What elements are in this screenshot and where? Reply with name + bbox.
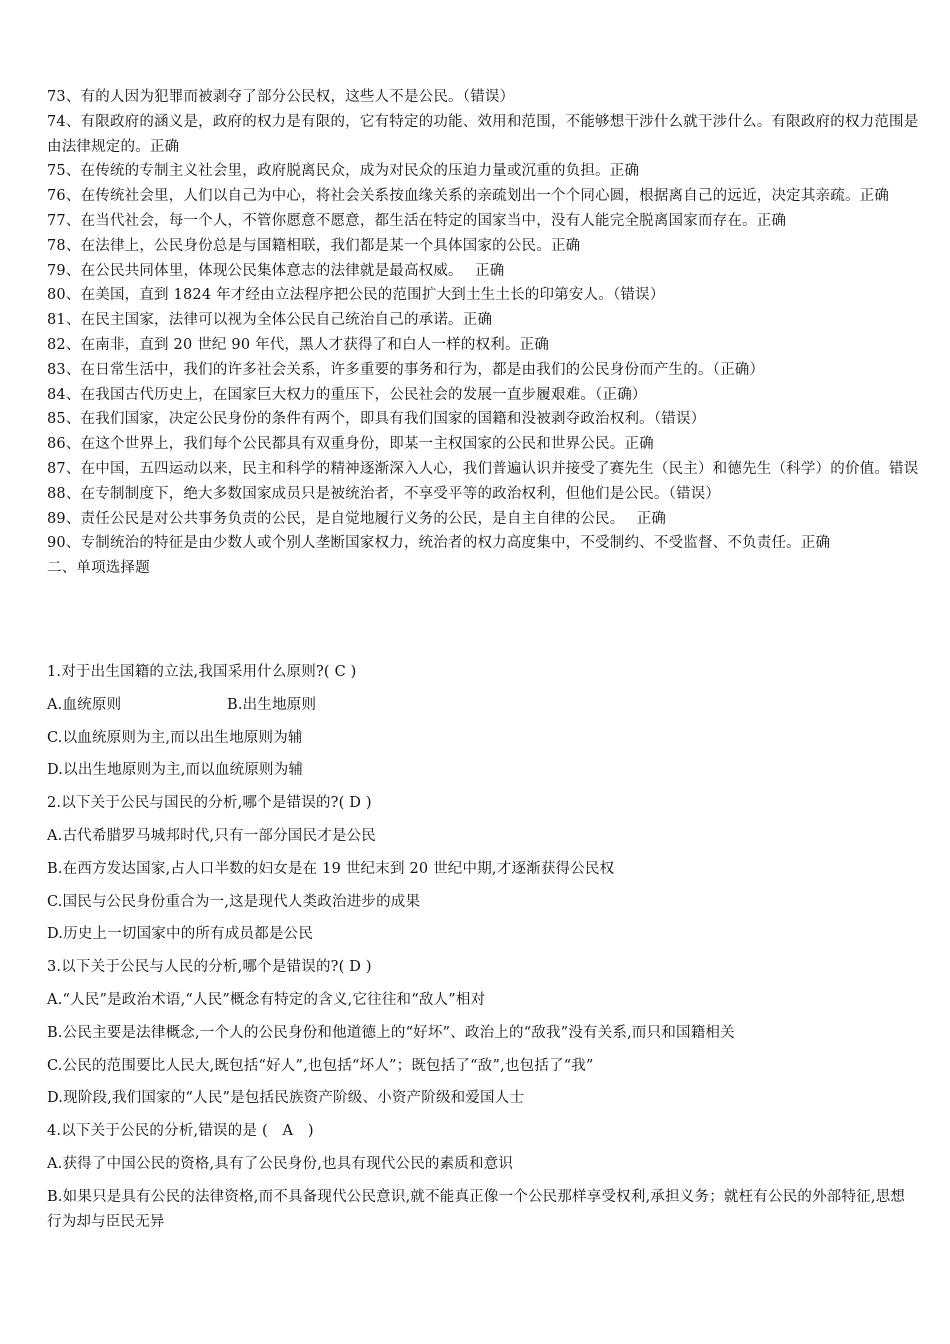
tf-item-87: 87、在中国，五四运动以来，民主和科学的精神逐渐深入人心，我们普遍认识并接受了赛先生（民主）和德先生（科学）的价值。错误 <box>47 460 919 477</box>
tf-item-75: 75、在传统的专制主义社会里，政府脱离民众，成为对民众的压迫力量或沉重的负担。正确 <box>47 163 640 180</box>
tf-item-80: 80、在美国，直到 1824 年才经由立法程序把公民的范围扩大到土生土长的印第安人。（错误） <box>47 287 665 304</box>
tf-item-85: 85、在我们国家，决定公民身份的条件有两个，即具有我们国家的国籍和没被剥夺政治权利。（错误） <box>47 411 706 428</box>
option-3c: C.公民的范围要比人民大,既包括“好人”,也包括“坏人”；既包括了“敌”,也包括了“我” <box>47 1057 594 1074</box>
section-title: 二、单项选择题 <box>47 560 150 577</box>
tf-item-82: 82、在南非，直到 20 世纪 90 年代，黑人才获得了和白人一样的权利。正确 <box>47 336 550 353</box>
true-false-list <box>47 85 919 581</box>
tf-item-76: 76、在传统社会里，人们以自己为中心，将社会关系按血缘关系的亲疏划出一个个同心圆，根据离自己的远近，决定其亲疏。正确 <box>47 188 890 205</box>
tf-item-86: 86、在这个世界上，我们每个公民都具有双重身份，即某一主权国家的公民和世界公民。正确 <box>47 436 654 453</box>
tf-item-89: 89、责任公民是对公共事务负责的公民，是自觉地履行义务的公民，是自主自律的公民。 正确 <box>47 510 667 527</box>
option-3b: B.公民主要是法律概念,一个人的公民身份和他道德上的“好坏”、政治上的“敌我”没有关系,而只和国籍相关 <box>47 1024 735 1041</box>
question-2: 2.以下关于公民与国民的分析,哪个是错误的?( D ) <box>47 795 372 812</box>
multiple-choice-list <box>47 660 919 1234</box>
tf-item-74: 74、有限政府的涵义是，政府的权力是有限的，它有特定的功能、效用和范围，不能够想干涉什么就干涉什么。有限政府的权力范围是由法律规定的。正确 <box>47 113 919 155</box>
option-3a: A.“人民”是政治术语,“人民”概念有特定的含义,它往往和“敌人”相对 <box>47 991 486 1008</box>
option-1c: C.以血统原则为主,而以出生地原则为辅 <box>47 729 303 746</box>
tf-item-79: 79、在公民共同体里，体现公民集体意志的法律就是最高权威。 正确 <box>47 262 505 279</box>
question-1: 1.对于出生国籍的立法,我国采用什么原则?( C ) <box>47 664 357 680</box>
option-3d: D.现阶段,我们国家的“人民”是包括民族资产阶级、小资产阶级和爱国人士 <box>47 1090 525 1107</box>
option-2d: D.历史上一切国家中的所有成员都是公民 <box>47 926 314 943</box>
question-4: 4.以下关于公民的分析,错误的是 ( A ) <box>47 1123 314 1140</box>
option-1b: B.出生地原则 <box>227 696 317 713</box>
option-2b: B.在西方发达国家,占人口半数的妇女是在 19 世纪末到 20 世纪中期,才逐渐获得公民权 <box>47 860 615 877</box>
tf-item-78: 78、在法律上，公民身份总是与国籍相联，我们都是某一个具体国家的公民。正确 <box>47 237 581 254</box>
option-row <box>47 693 919 718</box>
tf-item-81: 81、在民主国家，法律可以视为全体公民自己统治自己的承诺。正确 <box>47 312 493 329</box>
option-1a: A.血统原则 <box>47 696 122 713</box>
option-2c: C.国民与公民身份重合为一,这是现代人类政治进步的成果 <box>47 893 421 910</box>
option-4b: B.如果只是具有公民的法律资格,而不具备现代公民意识,就不能真正像一个公民那样享受权利,承担义务；就枉有公民的外部特征,思想行为却与臣民无异 <box>47 1188 906 1230</box>
option-2a: A.古代希腊罗马城邦时代,只有一部分国民才是公民 <box>47 827 376 844</box>
tf-item-73: 73、有的人因为犯罪而被剥夺了部分公民权，这些人不是公民。（错误） <box>47 89 515 105</box>
option-4a: A.获得了中国公民的资格,具有了公民身份,也具有现代公民的素质和意识 <box>47 1155 514 1172</box>
option-1d: D.以出生地原则为主,而以血统原则为辅 <box>47 762 304 779</box>
tf-item-84: 84、在我国古代历史上，在国家巨大权力的重压下，公民社会的发展一直步履艰难。（正确） <box>47 386 647 403</box>
tf-item-83: 83、在日常生活中，我们的许多社会关系，许多重要的事务和行为，都是由我们的公民身份而产生的。（正确） <box>47 361 765 378</box>
question-3: 3.以下关于公民与人民的分析,哪个是错误的?( D ) <box>47 959 372 976</box>
tf-item-77: 77、在当代社会，每一个人，不管你愿意不愿意，都生活在特定的国家当中，没有人能完全脱离国家而存在。正确 <box>47 212 787 229</box>
tf-item-88: 88、在专制制度下，绝大多数国家成员只是被统治者，不享受平等的政治权利，但他们是公民。（错误） <box>47 485 721 502</box>
tf-item-90: 90、专制统治的特征是由少数人或个别人垄断国家权力，统治者的权力高度集中，不受制约、不受监督、不负责任。正确 <box>47 535 831 552</box>
